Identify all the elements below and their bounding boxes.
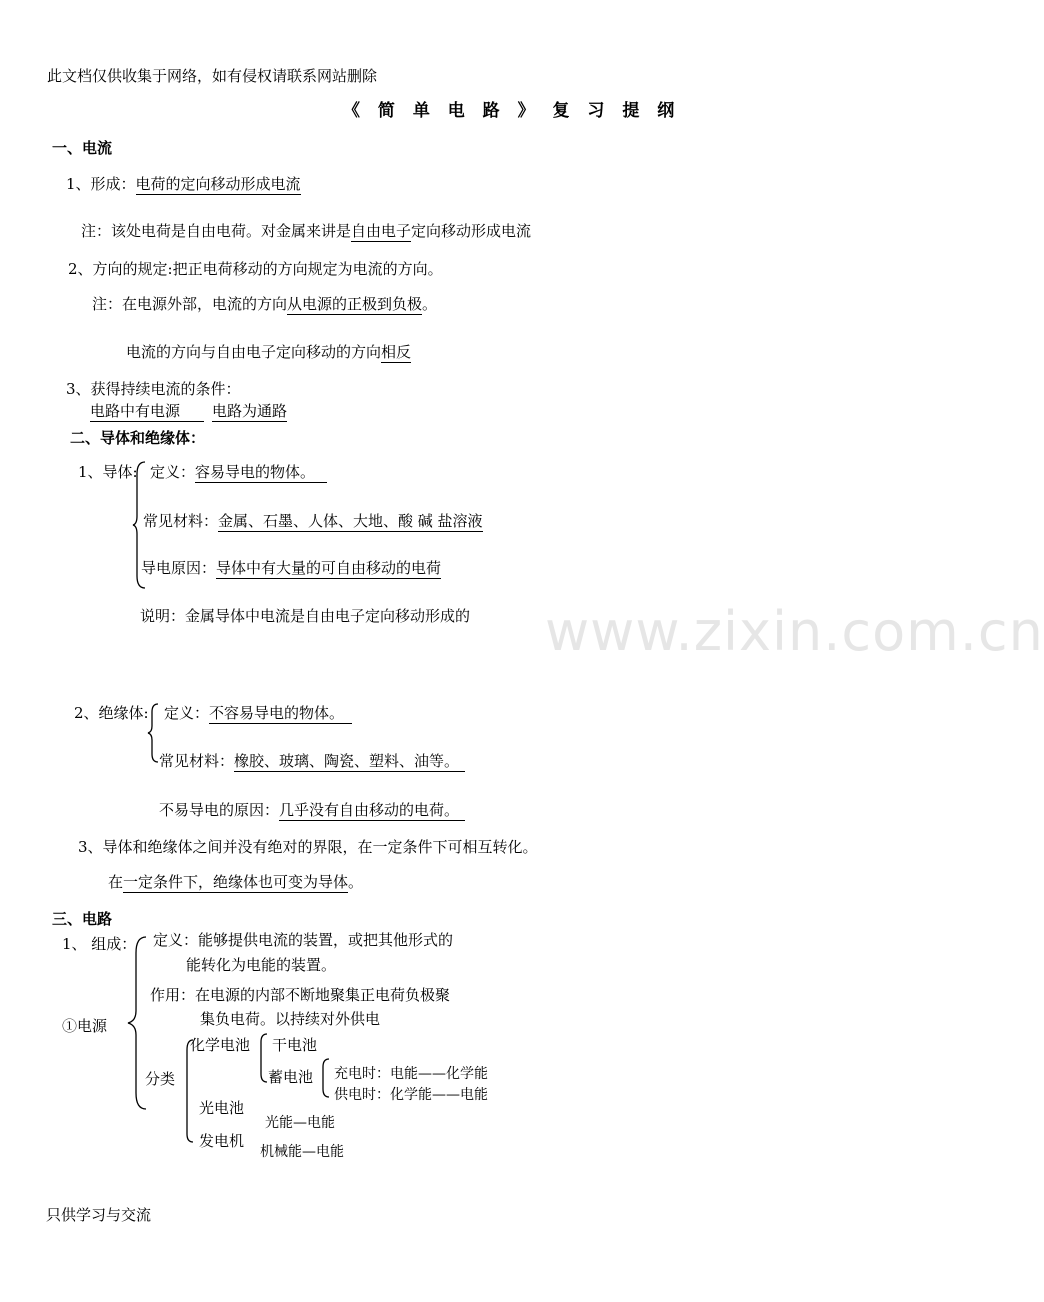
- relation-line: 3、导体和绝缘体之间并没有绝对的界限，在一定条件下可相互转化。: [78, 838, 538, 856]
- mat-value: 金属、石墨、人体、大地、酸 碱 盐溶液: [218, 512, 483, 530]
- classification-label: 分类: [145, 1070, 176, 1088]
- note-external-direction: [92, 294, 437, 314]
- condition-label: 3、获得持续电流的条件：: [66, 380, 241, 398]
- def-label: 定义：: [150, 463, 196, 481]
- reason-label: 导电原因：: [141, 559, 217, 577]
- ins-reason-label: 不易导电的原因：: [159, 801, 280, 819]
- storage-brace: [319, 1057, 331, 1099]
- note2-underlined: 从电源的正极到负极: [287, 295, 423, 313]
- charging-text: 充电时：电能——化学能: [334, 1066, 488, 1082]
- direction-rule: 2、方向的规定:把正电荷移动的方向规定为电流的方向。: [68, 260, 443, 278]
- insulator-reason: [159, 800, 465, 820]
- relation-line-2: [108, 872, 363, 892]
- conductor-explanation: [140, 606, 470, 626]
- discharging-text: 供电时：化学能——电能: [334, 1087, 488, 1103]
- note1-underlined: 自由电子: [351, 222, 412, 240]
- opposite-direction: [126, 342, 411, 362]
- formation-line: [66, 174, 301, 194]
- relation2-post: 。: [348, 873, 364, 891]
- section3-heading: 三、电路: [52, 910, 113, 928]
- ins-def-value: 不容易导电的物体。: [209, 704, 352, 724]
- source-function-2: 集负电荷。以持续对外供电: [200, 1010, 381, 1028]
- header-note: 此文档仅供收集于网络，如有侵权请联系网站删除: [47, 67, 378, 85]
- opposite-underlined: 相反: [381, 343, 412, 361]
- photo-cell: 光电池: [199, 1099, 245, 1117]
- ins-def-label: 定义：: [164, 704, 210, 722]
- dry-cell: 干电池: [272, 1036, 318, 1054]
- note-free-charge: [81, 221, 531, 241]
- note2-post: 。: [422, 295, 438, 313]
- charging-clip: [334, 1064, 514, 1082]
- conductor-definition: [150, 462, 327, 482]
- insulator-label: 2、绝缘体:: [74, 704, 149, 722]
- source-function-1: 作用：在电源的内部不断地聚集正电荷负极聚: [150, 986, 451, 1004]
- section1-heading: 一、电流: [52, 139, 113, 157]
- photo-conv-clip: [265, 1113, 355, 1131]
- def-value: 容易导电的物体。: [195, 463, 327, 483]
- gen-conv-clip: [260, 1142, 370, 1160]
- condition-values: [90, 401, 287, 421]
- ins-mat-label: 常见材料：: [159, 752, 235, 770]
- conductor-reason: [141, 558, 441, 578]
- ins-reason-value: 几乎没有自由移动的电荷。: [279, 801, 465, 821]
- source-definition-2: 能转化为电能的装置。: [186, 956, 337, 974]
- photo-conversion: 光能—电能: [265, 1115, 335, 1131]
- condition-source: 电路中有电源: [90, 402, 204, 422]
- mat-label: 常见材料：: [143, 512, 219, 530]
- footer-note: 只供学习与交流: [46, 1206, 152, 1224]
- conductor-label: 1、导体:: [78, 463, 138, 481]
- reason-value: 导体中有大量的可自由移动的电荷: [216, 559, 442, 577]
- relation2-underlined: 一定条件下，绝缘体也可变为导体: [123, 873, 349, 891]
- formation-label: 1、形成：: [66, 175, 136, 193]
- ins-mat-value: 橡胶、玻璃、陶瓷、塑料、油等。: [234, 752, 465, 772]
- insulator-definition: [164, 703, 352, 723]
- chemical-battery: 化学电池: [190, 1036, 251, 1054]
- relation2-pre: 在: [108, 873, 124, 891]
- formation-value: 电荷的定向移动形成电流: [135, 175, 301, 193]
- explain-text: 说明：金属导体中电流是自由电子定向移动形成的: [140, 607, 471, 625]
- generator-conversion: 机械能—电能: [260, 1144, 344, 1160]
- watermark: www.zixin.com.cn: [545, 600, 1044, 663]
- note1-post: 定向移动形成电流: [411, 222, 532, 240]
- source-definition-1: 定义：能够提供电流的装置，或把其他形式的: [153, 931, 454, 949]
- note2-pre: 注：在电源外部，电流的方向: [92, 295, 288, 313]
- power-source-label: ①电源: [62, 1017, 108, 1035]
- discharging-clip: [334, 1085, 514, 1103]
- conductor-materials: [143, 511, 483, 531]
- opposite-pre: 电流的方向与自由电子定向移动的方向: [126, 343, 382, 361]
- document-title: 《 简 单 电 路 》 复 习 提 纲: [343, 101, 681, 121]
- storage-battery: 蓄电池: [268, 1068, 314, 1086]
- section2-heading: 二、导体和绝缘体：: [70, 429, 206, 447]
- note1-pre: 注：该处电荷是自由电荷。对金属来讲是: [81, 222, 352, 240]
- generator: 发电机: [199, 1132, 245, 1150]
- composition-label: 1、 组成：: [62, 935, 137, 953]
- insulator-materials: [159, 751, 465, 771]
- condition-closed-circuit: 电路为通路: [212, 402, 288, 420]
